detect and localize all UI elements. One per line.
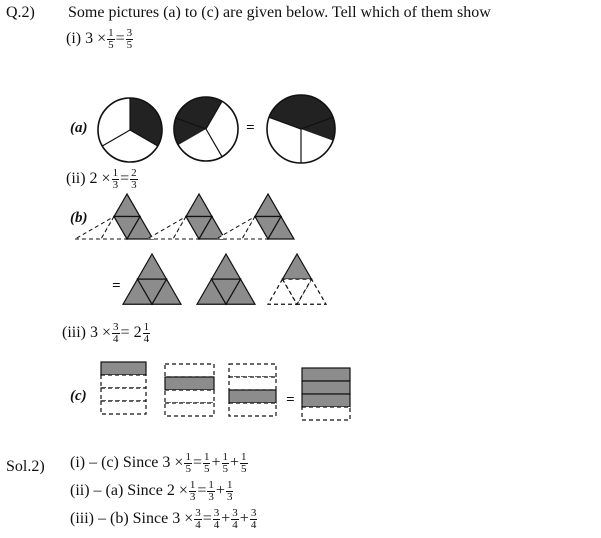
part-i-equation: (i) 3 × $\frac{1}{5}$ = $\frac{3}{5}$ bbox=[66, 27, 133, 51]
triangle-top-1-shaded-cell bbox=[114, 194, 140, 217]
bar-1-cell bbox=[101, 362, 146, 375]
triangle-top-2-shaded-cell bbox=[186, 194, 212, 217]
part-i-whole: 3 bbox=[85, 30, 94, 48]
bar-3-cell bbox=[229, 403, 276, 416]
bar-1-cell bbox=[101, 375, 146, 388]
bar-1-cell bbox=[101, 401, 146, 414]
bar-3-cell bbox=[229, 390, 276, 403]
part-ii-equation: (ii) 2 × $\frac{1}{3}$ = $\frac{2}{3}$ bbox=[66, 167, 137, 191]
figure-a-equals: = bbox=[246, 120, 255, 136]
triangle-top-3-shaded-cell bbox=[255, 194, 281, 217]
figure-c-equals: = bbox=[286, 392, 295, 408]
bar-2-cell bbox=[165, 390, 214, 403]
bar-4-cell bbox=[302, 407, 350, 420]
solution-line-2: (ii) – (a) Since 2 × $\frac{1}{3}$ = $\frac{1}{3}$ + $\frac{1}{3}$ bbox=[70, 479, 233, 503]
figure-c-label: (c) bbox=[70, 388, 87, 404]
triangle-bottom-1-cell bbox=[138, 254, 167, 279]
bar-4-cell bbox=[302, 394, 350, 407]
bar-1-cell bbox=[101, 388, 146, 401]
bar-2-cell bbox=[165, 364, 214, 377]
solution-number: Sol.2) bbox=[6, 458, 45, 475]
solution-line-1: (i) – (c) Since 3 × $\frac{1}{5}$ = $\frac{1}{5}$ + $\frac{1}{5}$ + $\frac{1}{5}$ bbox=[70, 451, 247, 475]
solution-line-3: (iii) – (b) Since 3 × $\frac{3}{4}$ = $\frac{3}{4}$ + $\frac{3}{4}$ + $\frac{3}{4}$ bbox=[70, 507, 257, 531]
part-iii-result-fraction: $\frac{1}{4}$ bbox=[143, 321, 150, 345]
figure-b-label: (b) bbox=[70, 210, 88, 226]
bar-3-cell bbox=[229, 377, 276, 390]
part-iii-roman: (iii) bbox=[62, 324, 86, 342]
part-iii-result-whole: 2 bbox=[133, 324, 142, 342]
part-ii-fraction: $\frac{1}{3}$ bbox=[112, 167, 119, 191]
part-iii-whole: 3 bbox=[90, 324, 98, 342]
question-number: Q.2) bbox=[6, 4, 35, 21]
part-i-fraction: $\frac{1}{5}$ bbox=[108, 27, 114, 51]
triangle-bottom-2-cell bbox=[212, 254, 241, 279]
part-i-result: $\frac{3}{5}$ bbox=[126, 27, 133, 51]
part-ii-result: $\frac{2}{3}$ bbox=[131, 167, 137, 191]
part-ii-roman: (ii) bbox=[66, 170, 86, 188]
circle-3-shaded-sector bbox=[269, 95, 335, 141]
circle-1-spoke bbox=[102, 130, 130, 146]
part-iii-equation: (iii) 3 × $\frac{3}{4}$ = 2 $\frac{1}{4}$ bbox=[62, 321, 150, 345]
bar-2-cell bbox=[165, 377, 214, 390]
circle-2-spoke bbox=[206, 129, 222, 157]
figure-b-equals: = bbox=[112, 278, 121, 294]
bar-3-cell bbox=[229, 364, 276, 377]
figure-a-label: (a) bbox=[70, 120, 88, 136]
triangle-bottom-3-cell bbox=[283, 254, 312, 279]
bar-2-cell bbox=[165, 403, 214, 416]
part-ii-whole: 2 bbox=[89, 170, 98, 188]
bar-4-cell bbox=[302, 381, 350, 394]
bar-4-cell bbox=[302, 368, 350, 381]
question-prompt: Some pictures (a) to (c) are given below. Tell which of them show bbox=[68, 4, 491, 21]
part-iii-fraction: $\frac{3}{4}$ bbox=[113, 321, 119, 345]
part-i-roman: (i) bbox=[66, 30, 82, 48]
circle-2-shaded-sector bbox=[174, 97, 222, 145]
